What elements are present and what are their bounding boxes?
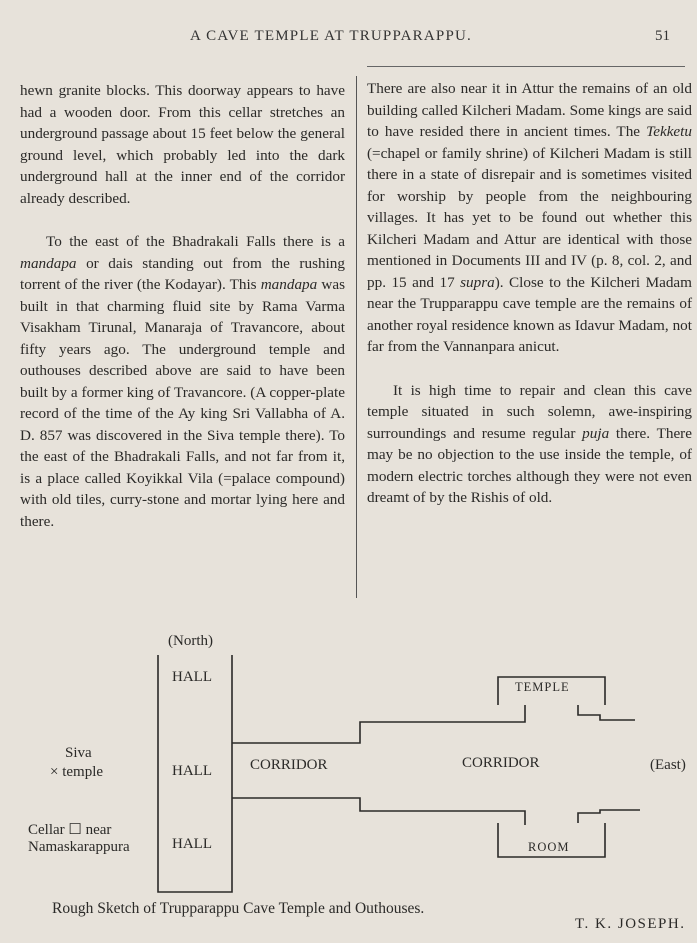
corridor-label-right: CORRIDOR bbox=[462, 755, 540, 771]
text-run: (=chapel or family shrine) of Kilcheri Madam is still there in a state of disrepair and is sometimes visited for worship by people from the neighbouring villages. It has yet to be found out whether this Kilcheri Madam and Attur are identical with those mentioned in Documents III and IV (p. 8, col. 2, and pp. 15 and 17 bbox=[367, 144, 692, 291]
sketch-lines bbox=[0, 625, 697, 943]
hall-label-top: HALL bbox=[172, 669, 212, 685]
hall-label-bottom: HALL bbox=[172, 836, 212, 852]
text-run: There are also near it in Attur the remains of an old building called Kilcheri Madam. Some kings are said to have resided there in ancient times. The bbox=[367, 80, 692, 140]
siva-temple-label-line2: × temple bbox=[50, 764, 104, 780]
left-column bbox=[20, 80, 345, 532]
text-run: To the east of the Bhadrakali Falls there is a bbox=[46, 233, 345, 250]
room-label: ROOM bbox=[528, 840, 570, 854]
figure-caption: Rough Sketch of Trupparappu Cave Temple and Outhouses. bbox=[52, 900, 425, 917]
italic-term: mandapa bbox=[20, 254, 77, 272]
corridor-label-left: CORRIDOR bbox=[250, 757, 328, 773]
running-title: A CAVE TEMPLE AT TRUPPARAPPU. bbox=[190, 28, 472, 44]
text-run: was built in that charming fluid site by Rama Varma Visakham Tirunal, Manaraja of Travancore, about fifty years ago. The underground temple and outhouses described above are said to have been built by a former king of Travancore. (A copper-plate record of the time of the Ay king Sri Vallabha of A. D. 857 was discovered in the Siva temple there). To the east of the Bhadrakali Falls, and not far from it, is a place called Koyikkal Vila (=palace compound) with old tiles, curry-stone and mortar lying here and there. bbox=[20, 276, 345, 530]
text-run: or dais standing out from the rushing torrent of the river (the Kodayar). This bbox=[20, 254, 345, 293]
temple-right-step bbox=[578, 705, 635, 720]
left-paragraph-2 bbox=[20, 231, 345, 532]
north-label: (North) bbox=[168, 633, 213, 649]
left-paragraph-1: hewn granite blocks. This doorway appears to have had a wooden door. From this cellar stretches an underground passage about 15 feet below the general ground level, which probably led into the dark underground hall at the inner end of the corridor already described. bbox=[20, 82, 345, 207]
column-divider bbox=[356, 76, 357, 598]
text-run: there. There may be no objection to the use inside the temple, of modern electric torches although they were not even dreamt of by the Rishis of old. bbox=[367, 424, 692, 506]
corridor-lower-wall bbox=[232, 798, 525, 825]
right-paragraph-1 bbox=[367, 78, 692, 358]
cave-temple-sketch bbox=[0, 625, 697, 943]
room-right-step bbox=[578, 810, 640, 823]
italic-term: puja bbox=[582, 424, 610, 442]
siva-temple-label-line1: Siva bbox=[65, 745, 92, 761]
text-run: It is high time to repair and clean this cave temple situated in such solemn, awe-inspiring surroundings and resume regular bbox=[367, 381, 692, 442]
text-run: ). Close to the Kilcheri Madam near the Trupparappu cave temple are the remains of another royal residence known as Idavur Madam, not far from the Vannanpara anicut. bbox=[367, 273, 692, 355]
temple-label: TEMPLE bbox=[515, 680, 570, 694]
cellar-label-line2: Namaskarappura bbox=[28, 839, 130, 855]
right-paragraph-2 bbox=[367, 380, 692, 509]
page-number: 51 bbox=[655, 28, 670, 44]
corridor-upper-wall bbox=[232, 705, 525, 743]
cellar-label-line1: Cellar ☐ near bbox=[28, 822, 112, 838]
east-label: (East) bbox=[650, 757, 686, 773]
italic-term: Tekketu bbox=[646, 123, 692, 140]
italic-term: mandapa bbox=[260, 276, 318, 293]
column-top-rule bbox=[367, 66, 685, 67]
hall-label-middle: HALL bbox=[172, 763, 212, 779]
italic-term: supra bbox=[460, 273, 495, 291]
author-signature: T. K. JOSEPH. bbox=[575, 916, 686, 932]
right-column bbox=[367, 78, 692, 509]
